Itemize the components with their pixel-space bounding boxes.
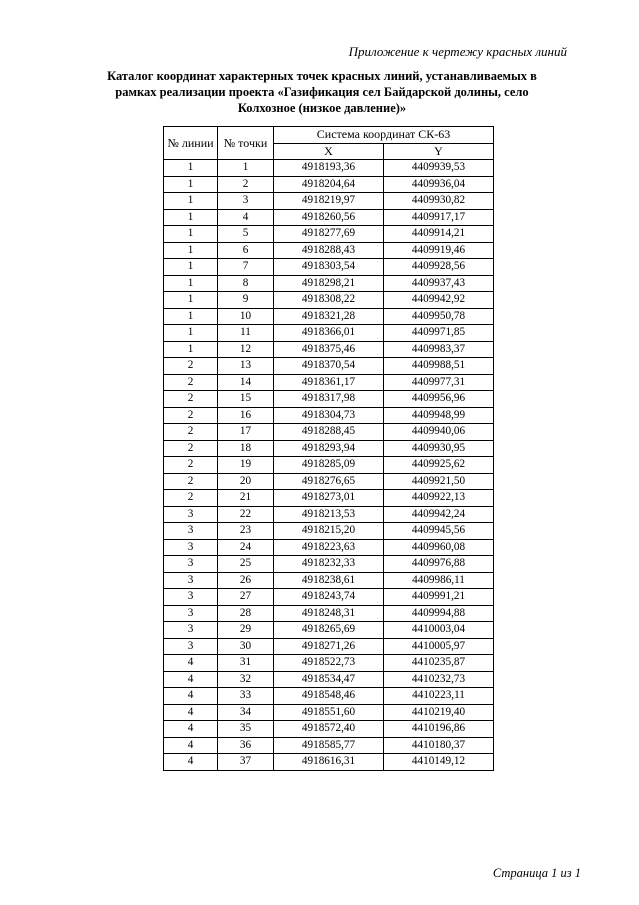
cell-x: 4918276,65 [274, 473, 384, 490]
cell-line-number: 4 [164, 671, 218, 688]
table-row [164, 358, 494, 375]
table-row [164, 721, 494, 738]
cell-y: 4410180,37 [384, 737, 494, 754]
cell-point-number: 36 [218, 737, 274, 754]
cell-x: 4918215,20 [274, 523, 384, 540]
table-row [164, 490, 494, 507]
cell-y: 4409977,31 [384, 374, 494, 391]
cell-point-number: 26 [218, 572, 274, 589]
cell-y: 4409971,85 [384, 325, 494, 342]
table-row [164, 457, 494, 474]
cell-line-number: 1 [164, 176, 218, 193]
cell-y: 4410005,97 [384, 638, 494, 655]
cell-line-number: 3 [164, 523, 218, 540]
cell-point-number: 37 [218, 754, 274, 771]
cell-line-number: 1 [164, 242, 218, 259]
cell-line-number: 2 [164, 473, 218, 490]
cell-x: 4918321,28 [274, 308, 384, 325]
cell-y: 4409986,11 [384, 572, 494, 589]
cell-point-number: 29 [218, 622, 274, 639]
cell-y: 4410149,12 [384, 754, 494, 771]
cell-x: 4918522,73 [274, 655, 384, 672]
cell-line-number: 4 [164, 737, 218, 754]
cell-y: 4409940,06 [384, 424, 494, 441]
cell-point-number: 33 [218, 688, 274, 705]
table-row [164, 226, 494, 243]
cell-point-number: 22 [218, 506, 274, 523]
cell-x: 4918308,22 [274, 292, 384, 309]
cell-line-number: 4 [164, 754, 218, 771]
cell-x: 4918288,45 [274, 424, 384, 441]
cell-y: 4410196,86 [384, 721, 494, 738]
table-row [164, 754, 494, 771]
cell-x: 4918288,43 [274, 242, 384, 259]
appendix-note: Приложение к чертежу красных линий [348, 44, 567, 59]
table-row [164, 424, 494, 441]
cell-x: 4918277,69 [274, 226, 384, 243]
cell-y: 4409983,37 [384, 341, 494, 358]
cell-x: 4918238,61 [274, 572, 384, 589]
cell-y: 4409945,56 [384, 523, 494, 540]
cell-line-number: 4 [164, 704, 218, 721]
cell-y: 4409950,78 [384, 308, 494, 325]
table-row [164, 688, 494, 705]
cell-x: 4918271,26 [274, 638, 384, 655]
cell-line-number: 3 [164, 572, 218, 589]
cell-x: 4918585,77 [274, 737, 384, 754]
table-row [164, 176, 494, 193]
table-row [164, 523, 494, 540]
cell-x: 4918361,17 [274, 374, 384, 391]
cell-x: 4918298,21 [274, 275, 384, 292]
cell-point-number: 11 [218, 325, 274, 342]
table-row [164, 556, 494, 573]
cell-x: 4918193,36 [274, 160, 384, 177]
table-row [164, 160, 494, 177]
table-row [164, 589, 494, 606]
cell-y: 4410235,87 [384, 655, 494, 672]
cell-point-number: 14 [218, 374, 274, 391]
cell-line-number: 3 [164, 638, 218, 655]
cell-y: 4409939,53 [384, 160, 494, 177]
cell-point-number: 7 [218, 259, 274, 276]
cell-line-number: 1 [164, 193, 218, 210]
cell-x: 4918317,98 [274, 391, 384, 408]
cell-line-number: 4 [164, 655, 218, 672]
cell-point-number: 10 [218, 308, 274, 325]
cell-line-number: 2 [164, 358, 218, 375]
cell-x: 4918572,40 [274, 721, 384, 738]
cell-point-number: 27 [218, 589, 274, 606]
cell-y: 4409917,17 [384, 209, 494, 226]
cell-x: 4918303,54 [274, 259, 384, 276]
cell-y: 4409930,82 [384, 193, 494, 210]
cell-x: 4918534,47 [274, 671, 384, 688]
cell-line-number: 1 [164, 341, 218, 358]
cell-point-number: 35 [218, 721, 274, 738]
cell-x: 4918213,53 [274, 506, 384, 523]
cell-y: 4409956,96 [384, 391, 494, 408]
cell-y: 4410232,73 [384, 671, 494, 688]
table-row [164, 572, 494, 589]
title-line-2: рамках реализации проекта «Газификация сел Байдарской долины, село [115, 85, 529, 99]
table-row [164, 292, 494, 309]
cell-x: 4918260,56 [274, 209, 384, 226]
cell-point-number: 31 [218, 655, 274, 672]
table-row [164, 605, 494, 622]
cell-line-number: 1 [164, 160, 218, 177]
cell-y: 4409928,56 [384, 259, 494, 276]
cell-point-number: 6 [218, 242, 274, 259]
cell-x: 4918223,63 [274, 539, 384, 556]
cell-line-number: 2 [164, 374, 218, 391]
cell-point-number: 1 [218, 160, 274, 177]
cell-point-number: 3 [218, 193, 274, 210]
cell-x: 4918293,94 [274, 440, 384, 457]
cell-y: 4409948,99 [384, 407, 494, 424]
cell-line-number: 2 [164, 440, 218, 457]
table-row [164, 737, 494, 754]
column-header-coordinate-system: Система координат СК-63 [274, 127, 494, 144]
cell-y: 4410223,11 [384, 688, 494, 705]
cell-point-number: 23 [218, 523, 274, 540]
cell-x: 4918204,64 [274, 176, 384, 193]
column-header-x: X [274, 143, 384, 160]
table-row [164, 473, 494, 490]
coordinates-table [163, 126, 494, 771]
cell-line-number: 1 [164, 259, 218, 276]
cell-y: 4410219,40 [384, 704, 494, 721]
cell-point-number: 13 [218, 358, 274, 375]
cell-point-number: 8 [218, 275, 274, 292]
cell-y: 4409991,21 [384, 589, 494, 606]
cell-y: 4409925,62 [384, 457, 494, 474]
page-number: Страница 1 из 1 [492, 866, 581, 880]
column-header-point-number: № точки [218, 127, 274, 160]
cell-x: 4918616,31 [274, 754, 384, 771]
cell-point-number: 15 [218, 391, 274, 408]
table-row [164, 704, 494, 721]
cell-point-number: 19 [218, 457, 274, 474]
cell-x: 4918304,73 [274, 407, 384, 424]
cell-line-number: 1 [164, 308, 218, 325]
cell-line-number: 1 [164, 209, 218, 226]
cell-y: 4409988,51 [384, 358, 494, 375]
cell-line-number: 2 [164, 457, 218, 474]
table-row [164, 655, 494, 672]
cell-point-number: 17 [218, 424, 274, 441]
cell-line-number: 2 [164, 490, 218, 507]
table-row [164, 506, 494, 523]
cell-x: 4918366,01 [274, 325, 384, 342]
cell-y: 4409921,50 [384, 473, 494, 490]
cell-point-number: 34 [218, 704, 274, 721]
cell-point-number: 20 [218, 473, 274, 490]
cell-y: 4409936,04 [384, 176, 494, 193]
title-line-1: Каталог координат характерных точек красных линий, устанавливаемых в [107, 69, 537, 83]
cell-line-number: 2 [164, 424, 218, 441]
cell-line-number: 3 [164, 539, 218, 556]
cell-line-number: 3 [164, 506, 218, 523]
table-row [164, 440, 494, 457]
table-row [164, 407, 494, 424]
cell-line-number: 3 [164, 556, 218, 573]
table-row [164, 671, 494, 688]
cell-point-number: 5 [218, 226, 274, 243]
cell-x: 4918285,09 [274, 457, 384, 474]
cell-y: 4409930,95 [384, 440, 494, 457]
cell-point-number: 16 [218, 407, 274, 424]
cell-line-number: 2 [164, 391, 218, 408]
cell-line-number: 4 [164, 688, 218, 705]
table-row [164, 341, 494, 358]
table-row [164, 391, 494, 408]
column-header-y: Y [384, 143, 494, 160]
cell-y: 4409942,24 [384, 506, 494, 523]
cell-point-number: 28 [218, 605, 274, 622]
cell-y: 4409942,92 [384, 292, 494, 309]
table-row [164, 638, 494, 655]
cell-point-number: 18 [218, 440, 274, 457]
cell-line-number: 2 [164, 407, 218, 424]
table-row [164, 622, 494, 639]
cell-line-number: 3 [164, 605, 218, 622]
cell-x: 4918219,97 [274, 193, 384, 210]
cell-y: 4409960,08 [384, 539, 494, 556]
cell-point-number: 12 [218, 341, 274, 358]
cell-point-number: 21 [218, 490, 274, 507]
cell-x: 4918243,74 [274, 589, 384, 606]
cell-y: 4409922,13 [384, 490, 494, 507]
cell-point-number: 2 [218, 176, 274, 193]
table-row [164, 259, 494, 276]
cell-point-number: 4 [218, 209, 274, 226]
cell-x: 4918232,33 [274, 556, 384, 573]
cell-x: 4918551,60 [274, 704, 384, 721]
cell-line-number: 1 [164, 292, 218, 309]
cell-x: 4918548,46 [274, 688, 384, 705]
cell-line-number: 4 [164, 721, 218, 738]
table-row [164, 374, 494, 391]
cell-y: 4409937,43 [384, 275, 494, 292]
cell-point-number: 25 [218, 556, 274, 573]
table-row [164, 242, 494, 259]
document-title [86, 68, 558, 116]
table-row [164, 275, 494, 292]
table-row [164, 539, 494, 556]
cell-y: 4409976,88 [384, 556, 494, 573]
cell-y: 4409919,46 [384, 242, 494, 259]
cell-line-number: 1 [164, 226, 218, 243]
cell-point-number: 32 [218, 671, 274, 688]
cell-line-number: 1 [164, 275, 218, 292]
cell-x: 4918370,54 [274, 358, 384, 375]
title-line-3: Колхозное (низкое давление)» [237, 101, 407, 115]
cell-line-number: 3 [164, 622, 218, 639]
cell-y: 4410003,04 [384, 622, 494, 639]
cell-x: 4918273,01 [274, 490, 384, 507]
cell-x: 4918375,46 [274, 341, 384, 358]
table-row [164, 209, 494, 226]
cell-point-number: 24 [218, 539, 274, 556]
column-header-line-number: № линии [164, 127, 218, 160]
cell-x: 4918265,69 [274, 622, 384, 639]
table-row [164, 325, 494, 342]
cell-line-number: 3 [164, 589, 218, 606]
cell-y: 4409994,88 [384, 605, 494, 622]
table-row [164, 308, 494, 325]
cell-x: 4918248,31 [274, 605, 384, 622]
cell-line-number: 1 [164, 325, 218, 342]
table-row [164, 193, 494, 210]
cell-point-number: 9 [218, 292, 274, 309]
coordinates-table-body [164, 160, 494, 771]
cell-point-number: 30 [218, 638, 274, 655]
cell-y: 4409914,21 [384, 226, 494, 243]
